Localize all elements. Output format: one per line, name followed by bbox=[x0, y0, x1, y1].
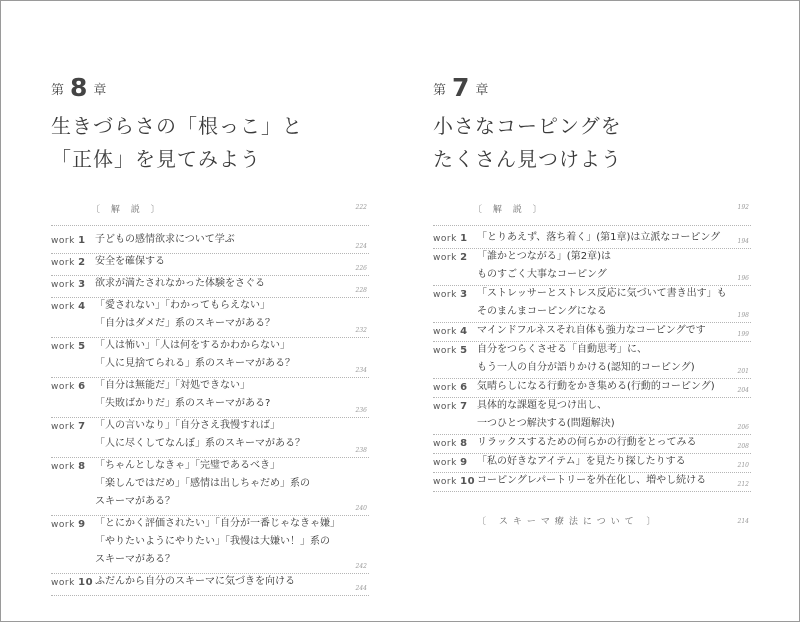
work-number: 7 bbox=[460, 401, 468, 412]
work-number: 3 bbox=[460, 289, 468, 300]
page-number: 194 bbox=[737, 238, 749, 245]
entry-line: 「誰かとつながる」(第2章)は bbox=[477, 251, 611, 262]
work-word: work bbox=[51, 342, 75, 352]
entry-line: スキーマがある？ bbox=[95, 496, 175, 507]
entry-text bbox=[95, 231, 235, 249]
entry-line: 「とにかく評価されたい」「自分が一番じゃなきゃ嫌」 bbox=[95, 518, 340, 529]
entry-line: 「やりたいようにやりたい」「我慢は大嫌い！」系の bbox=[95, 536, 330, 547]
entry-line: スキーマがある？ bbox=[95, 554, 175, 565]
chapter-heading bbox=[51, 74, 106, 100]
page-number: 224 bbox=[355, 243, 367, 250]
work-number: 6 bbox=[78, 381, 86, 392]
chapter-title-line2: 「正体」を見てみよう bbox=[51, 147, 261, 171]
entry-text bbox=[95, 457, 310, 511]
entry-line: 欲求が満たされなかった体験をさぐる bbox=[95, 278, 265, 289]
kaisetsu-label: 〔 解 説 〕 bbox=[473, 205, 546, 215]
work-label bbox=[433, 326, 468, 337]
page-number: 208 bbox=[737, 443, 749, 450]
entry-text bbox=[95, 337, 295, 373]
entry-line: 「人の言いなり」「自分さえ我慢すれば」 bbox=[95, 420, 280, 431]
entry-line: 「ストレッサーとストレス反応に気づいて書き出す」も bbox=[477, 288, 727, 299]
work-number: 1 bbox=[460, 233, 468, 244]
work-label bbox=[51, 235, 86, 246]
toc-entry[interactable] bbox=[51, 338, 369, 377]
page-number: 198 bbox=[737, 312, 749, 319]
work-number: 8 bbox=[460, 438, 468, 449]
toc-entry[interactable] bbox=[433, 435, 751, 453]
entry-line: マインドフルネスそれ自体も強力なコーピングです bbox=[477, 325, 706, 336]
chapter-prefix: 第 bbox=[51, 83, 65, 98]
page-number: 228 bbox=[355, 287, 367, 294]
entry-line: 「とりあえず、落ち着く」(第1章)は立派なコーピング bbox=[477, 232, 721, 243]
toc-entry[interactable] bbox=[433, 342, 751, 378]
page-number: 232 bbox=[355, 327, 367, 334]
entry-text bbox=[95, 377, 270, 413]
work-number: 10 bbox=[460, 476, 476, 487]
page-number: 199 bbox=[737, 331, 749, 338]
work-word: work bbox=[433, 253, 457, 263]
page-number: 242 bbox=[355, 563, 367, 570]
work-word: work bbox=[433, 346, 457, 356]
toc-entry[interactable] bbox=[433, 379, 751, 397]
work-number: 2 bbox=[78, 257, 86, 268]
entry-line: 「人は怖い」「人は何をするかわからない」 bbox=[95, 340, 290, 351]
entry-text bbox=[95, 573, 295, 591]
work-label bbox=[51, 461, 86, 472]
kaisetsu-row[interactable] bbox=[433, 200, 751, 218]
entry-line: 気晴らしになる行動をかき集める(行動的コーピング) bbox=[477, 381, 715, 392]
chapter-title-line2: たくさん見つけよう bbox=[433, 147, 622, 171]
divider bbox=[51, 595, 369, 596]
entry-text bbox=[477, 341, 695, 377]
toc-entry[interactable] bbox=[433, 454, 751, 472]
page-number: 214 bbox=[737, 518, 749, 525]
page-number: 192 bbox=[737, 204, 749, 211]
work-number: 6 bbox=[460, 382, 468, 393]
chapter-number: 8 bbox=[70, 73, 88, 102]
divider bbox=[433, 491, 751, 492]
work-label bbox=[51, 421, 86, 432]
work-label bbox=[433, 289, 468, 300]
schema-label: 〔 スキーマ療法について 〕 bbox=[477, 517, 661, 527]
entry-text bbox=[95, 297, 275, 333]
toc-entry[interactable] bbox=[51, 458, 369, 515]
entry-line: 「人に見捨てられる」系のスキーマがある？ bbox=[95, 358, 295, 369]
entry-text bbox=[477, 285, 727, 321]
work-number: 3 bbox=[78, 279, 86, 290]
work-word: work bbox=[433, 402, 457, 412]
kaisetsu-label: 〔 解 説 〕 bbox=[91, 205, 164, 215]
toc-entry[interactable] bbox=[433, 398, 751, 434]
chapter-heading bbox=[433, 74, 488, 100]
toc-entry[interactable] bbox=[433, 249, 751, 285]
chapter-suffix: 章 bbox=[475, 83, 489, 98]
page-number: 244 bbox=[355, 585, 367, 592]
work-label bbox=[433, 252, 468, 263]
work-number: 5 bbox=[460, 345, 468, 356]
page-number: 210 bbox=[737, 462, 749, 469]
work-word: work bbox=[433, 458, 457, 468]
work-label bbox=[51, 577, 93, 588]
entry-text bbox=[95, 417, 305, 453]
toc-entry[interactable] bbox=[433, 323, 751, 341]
entry-line: コーピングレパートリーを外在化し、増やし続ける bbox=[477, 475, 707, 486]
work-word: work bbox=[433, 327, 457, 337]
work-label bbox=[433, 382, 468, 393]
work-number: 10 bbox=[78, 577, 94, 588]
page-number: 204 bbox=[737, 387, 749, 394]
work-number: 9 bbox=[460, 457, 468, 468]
toc-entry[interactable] bbox=[51, 516, 369, 573]
page-number: 238 bbox=[355, 447, 367, 454]
work-number: 4 bbox=[460, 326, 468, 337]
work-label bbox=[433, 476, 475, 487]
toc-entry[interactable] bbox=[51, 298, 369, 337]
page-number: 240 bbox=[355, 505, 367, 512]
entry-line: 「自分は無能だ」「対処できない」 bbox=[95, 380, 250, 391]
work-word: work bbox=[51, 302, 75, 312]
page-number: 196 bbox=[737, 275, 749, 282]
work-label bbox=[433, 438, 468, 449]
entry-line: 「楽しんではだめ」「感情は出しちゃだめ」系の bbox=[95, 478, 310, 489]
entry-line: ふだんから自分のスキーマに気づきを向ける bbox=[95, 576, 295, 587]
entry-line: 自分をつらくさせる「自動思考」に、 bbox=[477, 344, 647, 355]
entry-line: もう一人の自分が語りかける(認知的コーピング) bbox=[477, 362, 695, 373]
work-label bbox=[51, 279, 86, 290]
page-number: 222 bbox=[355, 204, 367, 211]
work-number: 2 bbox=[460, 252, 468, 263]
work-number: 5 bbox=[78, 341, 86, 352]
work-label bbox=[433, 345, 468, 356]
work-label bbox=[51, 381, 86, 392]
entry-line: 「自分はダメだ」系のスキーマがある？ bbox=[95, 318, 275, 329]
entry-text bbox=[477, 229, 720, 247]
work-label bbox=[51, 301, 86, 312]
work-number: 7 bbox=[78, 421, 86, 432]
chapter-suffix: 章 bbox=[93, 83, 107, 98]
entry-line: 一つひとつ解決する(問題解決) bbox=[477, 418, 615, 429]
entry-text bbox=[95, 253, 165, 271]
toc-entry[interactable] bbox=[51, 418, 369, 457]
work-label bbox=[51, 341, 86, 352]
entry-line: 「ちゃんとしなきゃ」「完璧であるべき」 bbox=[95, 460, 280, 471]
work-word: work bbox=[51, 280, 75, 290]
work-word: work bbox=[433, 234, 457, 244]
chapter-title-line1: 生きづらさの「根っこ」と bbox=[51, 114, 303, 138]
entry-text bbox=[477, 322, 706, 340]
work-word: work bbox=[433, 439, 457, 449]
chapter-prefix: 第 bbox=[433, 83, 447, 98]
toc-entry[interactable] bbox=[51, 232, 369, 253]
work-word: work bbox=[51, 578, 75, 588]
work-label bbox=[433, 457, 468, 468]
entry-line: ものすごく大事なコーピング bbox=[477, 269, 607, 280]
work-word: work bbox=[51, 462, 75, 472]
toc-entry[interactable] bbox=[433, 473, 751, 491]
entry-line: そのまんまコーピングになる bbox=[477, 306, 607, 317]
divider bbox=[433, 225, 751, 226]
page-number: 236 bbox=[355, 407, 367, 414]
toc-entry[interactable] bbox=[51, 276, 369, 297]
entry-text bbox=[477, 434, 697, 452]
entry-text bbox=[477, 453, 686, 471]
toc-entry[interactable] bbox=[433, 230, 751, 248]
page-number: 206 bbox=[737, 424, 749, 431]
chapter-number: 7 bbox=[452, 73, 470, 102]
work-word: work bbox=[433, 383, 457, 393]
entry-line: 「私の好きなアイテム」を見たり探したりする bbox=[477, 456, 686, 467]
entry-text bbox=[477, 472, 706, 490]
page-number: 226 bbox=[355, 265, 367, 272]
work-label bbox=[51, 519, 86, 530]
divider bbox=[51, 225, 369, 226]
work-word: work bbox=[433, 477, 457, 487]
entry-text bbox=[95, 515, 340, 569]
work-number: 4 bbox=[78, 301, 86, 312]
entry-line: 「愛されない」「わかってもらえない」 bbox=[95, 300, 270, 311]
entry-text bbox=[95, 275, 265, 293]
entry-text bbox=[477, 378, 715, 396]
work-word: work bbox=[51, 520, 75, 530]
work-word: work bbox=[51, 236, 75, 246]
toc-entry[interactable] bbox=[51, 574, 369, 595]
work-word: work bbox=[51, 382, 75, 392]
entry-line: リラックスするための何らかの行動をとってみる bbox=[477, 437, 697, 448]
page-number: 234 bbox=[355, 367, 367, 374]
page-number: 201 bbox=[737, 368, 749, 375]
work-word: work bbox=[433, 290, 457, 300]
work-label bbox=[433, 233, 468, 244]
entry-text bbox=[477, 397, 615, 433]
work-word: work bbox=[51, 258, 75, 268]
entry-line: 具体的な課題を見つけ出し、 bbox=[477, 400, 607, 411]
entry-line: 子どもの感情欲求について学ぶ bbox=[95, 234, 235, 245]
schema-therapy-row[interactable] bbox=[433, 513, 751, 529]
work-label bbox=[433, 401, 468, 412]
work-number: 8 bbox=[78, 461, 86, 472]
work-number: 1 bbox=[78, 235, 86, 246]
entry-line: 「人に尽くしてなんぼ」系のスキーマがある？ bbox=[95, 438, 305, 449]
toc-entry[interactable] bbox=[51, 378, 369, 417]
work-word: work bbox=[51, 422, 75, 432]
page-number: 212 bbox=[737, 481, 749, 488]
entry-line: 「失敗ばかりだ」系のスキーマがある? bbox=[95, 398, 271, 409]
entry-line: 安全を確保する bbox=[95, 256, 165, 267]
kaisetsu-row[interactable] bbox=[51, 200, 369, 218]
work-label bbox=[51, 257, 86, 268]
chapter-title-line1: 小さなコーピングを bbox=[433, 114, 622, 138]
toc-entry[interactable] bbox=[51, 254, 369, 275]
toc-entry[interactable] bbox=[433, 286, 751, 322]
entry-text bbox=[477, 248, 611, 284]
work-number: 9 bbox=[78, 519, 86, 530]
